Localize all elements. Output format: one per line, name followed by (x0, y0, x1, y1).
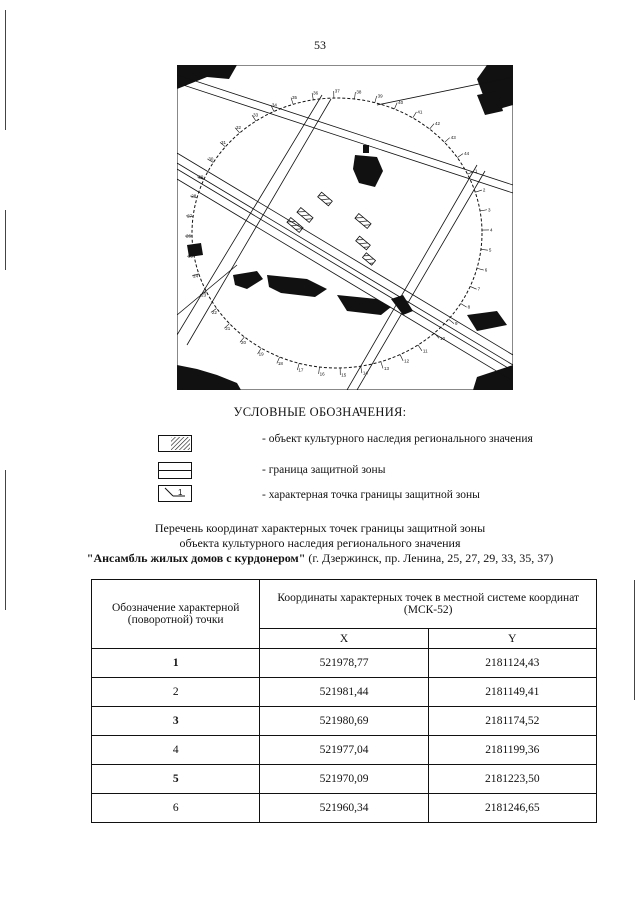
legend-boundary-symbol (158, 462, 192, 479)
boundary-point-label: 19 (258, 351, 264, 357)
boundary-point-label: 1 (474, 168, 478, 174)
table-row (92, 736, 597, 765)
legend-point-symbol (158, 485, 192, 502)
boundary-point-label: 25 (188, 253, 194, 259)
table-row (92, 765, 597, 794)
boundary-point-label: 16 (319, 371, 325, 377)
table-row (92, 678, 597, 707)
coordinates-table (91, 579, 597, 823)
heading-line-1: Перечень координат характерных точек границы защитной зоны (154, 521, 486, 535)
x-cell: 521960,34 (260, 794, 428, 823)
boundary-point-label: 41 (417, 109, 423, 115)
boundary-point-label: 18 (277, 360, 283, 366)
boundary-point-label: 3 (487, 207, 491, 213)
y-cell: 2181199,36 (428, 736, 596, 765)
boundary-point-label: 37 (334, 88, 340, 94)
point-id-cell: 2 (92, 678, 260, 707)
scan-edge-mark (634, 580, 635, 700)
scan-edge-mark (5, 10, 6, 130)
boundary-point-label: 23 (201, 292, 207, 298)
boundary-point-label: 2 (482, 187, 486, 193)
boundary-point-label: 13 (383, 365, 389, 371)
heading-address: (г. Дзержинск, пр. Ленина, 25, 27, 29, 33, 35, 37) (305, 551, 554, 565)
point-id-header: Обозначение характерной (поворотной) точки (92, 580, 260, 649)
heading-line-3 (0, 551, 640, 566)
y-cell: 2181149,41 (428, 678, 596, 707)
point-id-cell: 3 (92, 707, 260, 736)
boundary-point-label: 6 (484, 267, 488, 273)
boundary-point-label: 31 (221, 139, 227, 145)
protection-zone-map (177, 65, 513, 390)
table-row (92, 794, 597, 823)
boundary-point-label: 10 (439, 335, 446, 341)
legend-boundary-text: - граница защитной зоны (262, 464, 386, 476)
table-row (92, 649, 597, 678)
boundary-point-label: 26 (186, 233, 192, 239)
boundary-point-label: 33 (253, 112, 259, 118)
y-cell: 2181246,65 (428, 794, 596, 823)
y-cell: 2181174,52 (428, 707, 596, 736)
legend-heritage-symbol (158, 435, 192, 452)
boundary-point-label: 43 (450, 135, 456, 141)
boundary-point-label: 20 (240, 339, 246, 345)
boundary-point-label: 39 (377, 93, 383, 99)
boundary-point-label: 35 (292, 95, 298, 101)
point-id-cell: 6 (92, 794, 260, 823)
scan-edge-mark (5, 210, 6, 270)
legend-heritage-text: - объект культурного наследия регионального значения (262, 433, 533, 445)
boundary-point-label: 29 (198, 174, 204, 180)
boundary-point-label: 34 (271, 102, 277, 108)
x-cell: 521980,69 (260, 707, 428, 736)
boundary-point-label: 22 (211, 309, 217, 315)
boundary-point-label: 21 (225, 325, 231, 331)
coordinates-header: Координаты характерных точек в местной системе координат (МСК-52) (260, 580, 597, 629)
coordinates-heading (0, 521, 640, 566)
boundary-point-label: 27 (187, 213, 193, 219)
legend-point-label: 1 (178, 488, 183, 497)
legend-point-text: - характерная точка границы защитной зоны (262, 489, 480, 501)
x-cell: 521970,09 (260, 765, 428, 794)
heading-object-name: "Ансамбль жилых домов с курдонером" (86, 551, 306, 565)
boundary-point-label: 8 (467, 304, 471, 310)
y-header: Y (428, 629, 596, 649)
x-header: X (260, 629, 428, 649)
boundary-point-label: 42 (435, 121, 441, 127)
y-cell: 2181124,43 (428, 649, 596, 678)
y-cell: 2181223,50 (428, 765, 596, 794)
legend-title: УСЛОВНЫЕ ОБОЗНАЧЕНИЯ: (233, 405, 407, 419)
x-cell: 521978,77 (260, 649, 428, 678)
boundary-point-label: 11 (422, 348, 428, 354)
point-id-cell: 4 (92, 736, 260, 765)
boundary-point-label: 36 (313, 90, 319, 96)
boundary-point-label: 14 (362, 370, 368, 376)
boundary-point-label: 32 (236, 125, 242, 131)
boundary-point-label: 7 (477, 286, 481, 292)
boundary-point-label: 9 (454, 321, 458, 327)
boundary-point-label: 30 (208, 156, 214, 162)
heading-line-2: объекта культурного наследия регионального значения (179, 536, 461, 550)
boundary-point-label: 5 (488, 247, 492, 253)
point-id-cell: 1 (92, 649, 260, 678)
table-header-row (92, 580, 597, 629)
point-id-cell: 5 (92, 765, 260, 794)
boundary-point-label: 40 (398, 100, 404, 106)
page-number: 53 (314, 38, 326, 52)
boundary-point-label: 4 (489, 227, 493, 233)
boundary-point-label: 24 (193, 273, 199, 279)
x-cell: 521977,04 (260, 736, 428, 765)
boundary-point-label: 38 (356, 89, 362, 95)
boundary-point-label: 15 (341, 372, 347, 378)
boundary-point-label: 28 (191, 193, 197, 199)
table-row (92, 707, 597, 736)
boundary-point-label: 17 (298, 367, 304, 373)
boundary-point-label: 12 (404, 358, 410, 364)
x-cell: 521981,44 (260, 678, 428, 707)
boundary-point-label: 44 (464, 151, 470, 157)
